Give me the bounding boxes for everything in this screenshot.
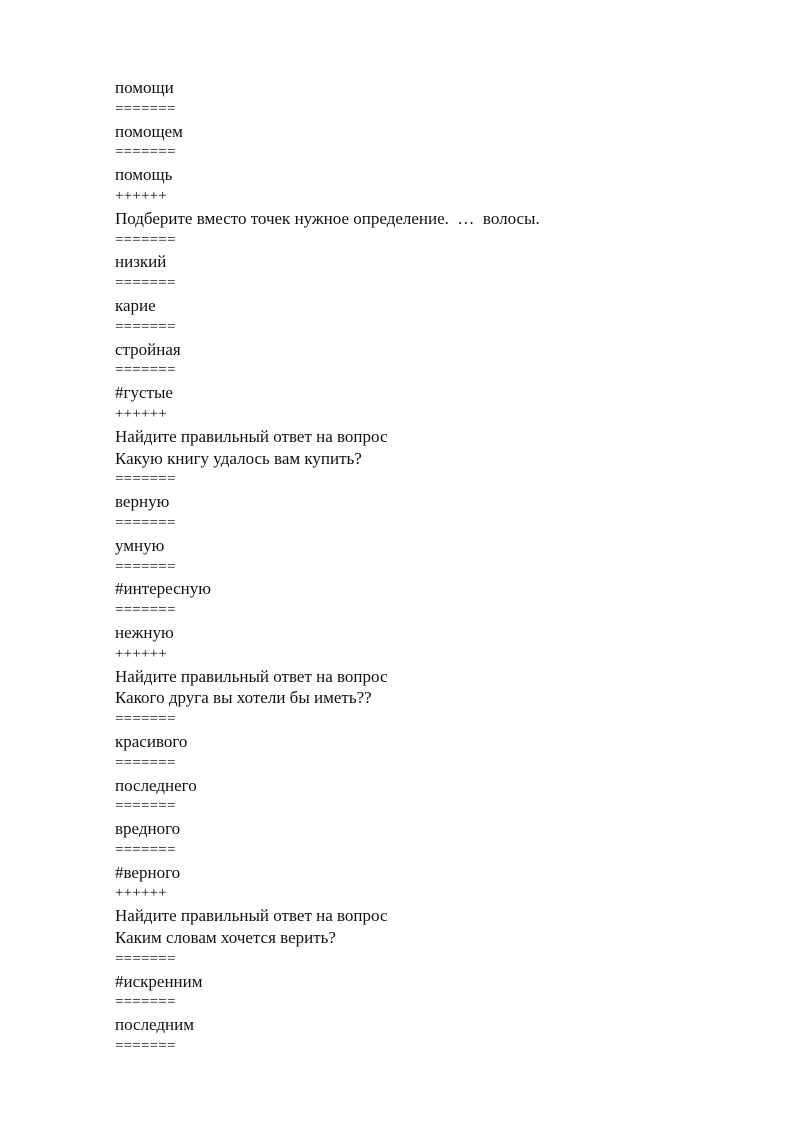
separator-line: ======= [115,100,176,117]
separator-line: ======= [115,798,176,815]
separator-line: ======= [115,362,176,379]
answer-option-line: умную [115,535,165,555]
question-line: Подберите вместо точек нужное определение. … волосы. [115,208,540,228]
answer-option-line: помощь [115,165,173,185]
separator-line: ++++++ [115,885,167,902]
answer-option-line: последнего [115,775,197,795]
separator-line: ======= [115,602,176,619]
separator-line: ======= [115,275,176,292]
separator-line: ======= [115,841,176,858]
answer-option-line: низкий [115,252,167,272]
separator-line: ======= [115,1038,176,1055]
separator-line: ======= [115,558,176,575]
correct-answer-line: #искренним [115,971,203,991]
answer-option-line: стройная [115,339,181,359]
answer-option-line: верную [115,492,170,512]
answer-option-line: помощем [115,121,183,141]
question-line: Найдите правильный ответ на вопрос [115,426,388,446]
separator-line: ======= [115,711,176,728]
separator-line: ++++++ [115,187,167,204]
answer-option-line: красивого [115,731,188,751]
correct-answer-line: #густые [115,383,173,403]
answer-option-line: помощи [115,78,174,97]
separator-line: ======= [115,514,176,531]
separator-line: ======= [115,950,176,967]
correct-answer-line: #интересную [115,579,211,599]
separator-line: ======= [115,318,176,335]
question-line: Какого друга вы хотели бы иметь?? [115,688,372,708]
separator-line: ++++++ [115,645,167,662]
separator-line: ++++++ [115,405,167,422]
answer-option-line: последним [115,1015,194,1035]
question-line: Каким словам хочется верить? [115,928,336,948]
correct-answer-line: #верного [115,862,181,882]
separator-line: ======= [115,231,176,248]
question-line: Найдите правильный ответ на вопрос [115,666,388,686]
separator-line: ======= [115,144,176,161]
document-body [115,77,755,1058]
separator-line: ======= [115,754,176,771]
separator-line: ======= [115,471,176,488]
answer-option-line: вредного [115,819,181,839]
question-line: Найдите правильный ответ на вопрос [115,906,388,926]
separator-line: ======= [115,994,176,1011]
answer-option-line: карие [115,295,156,315]
question-line: Какую книгу удалось вам купить? [115,448,362,468]
answer-option-line: нежную [115,622,174,642]
